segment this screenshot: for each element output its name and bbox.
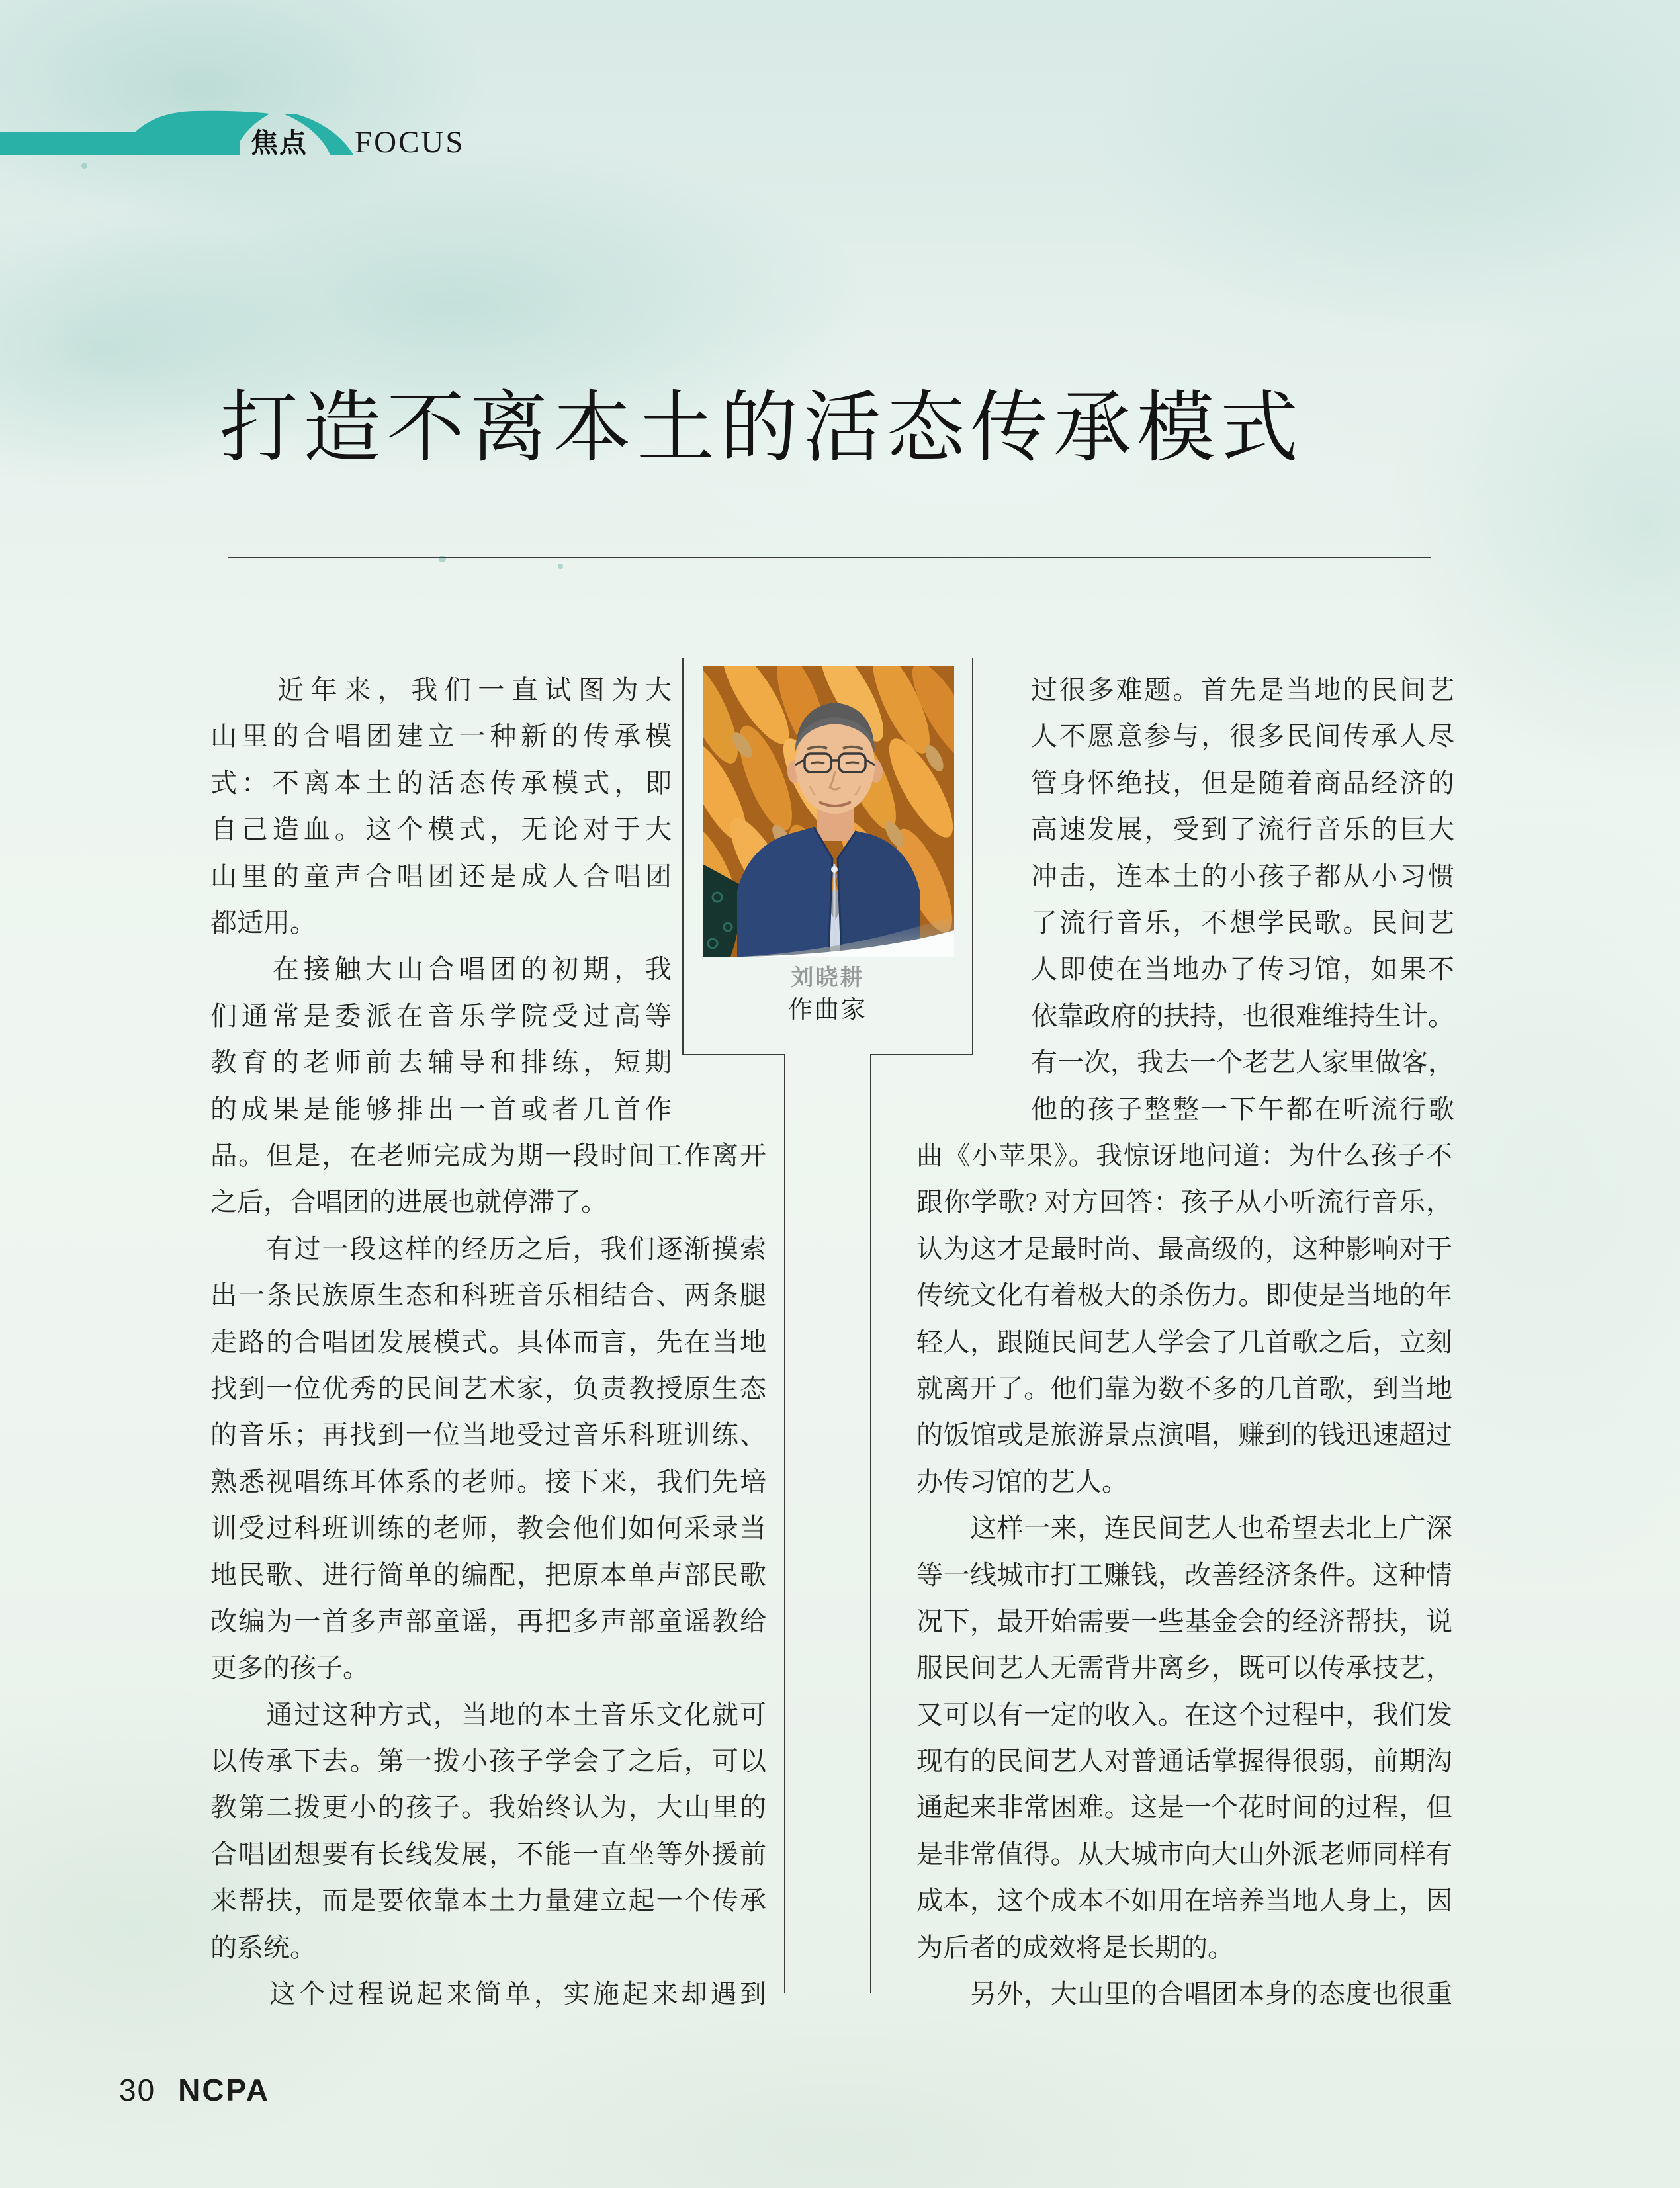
text-line: 都适用。 bbox=[210, 907, 316, 938]
text-line: 教第二拨更小的孩子。我始终认为，大山里的 bbox=[210, 1792, 766, 1823]
portrait-illustration bbox=[703, 666, 954, 957]
text-line: 合唱团想要有长线发展，不能一直坐等外援前 bbox=[210, 1839, 766, 1869]
photo-frame-line-bottom-left bbox=[682, 1054, 785, 1055]
section-label-en: FOCUS bbox=[355, 125, 465, 159]
text-line: 等一线城市打工赚钱，改善经济条件。这种情 bbox=[916, 1559, 1452, 1590]
section-label-cn: 焦点 bbox=[251, 128, 308, 158]
text-line: 服民间艺人无需背井离乡，既可以传承技艺， bbox=[916, 1653, 1452, 1683]
text-line: 认为这才是最时尚、最高级的，这种影响对于 bbox=[916, 1233, 1452, 1264]
text-line: 的成果是能够排出一首或者几首作 bbox=[210, 1094, 672, 1124]
text-line: 训受过科班训练的老师，教会他们如何采录当 bbox=[210, 1513, 766, 1544]
article-column-left-top bbox=[210, 667, 672, 1133]
text-line: 以传承下去。第一拨小孩子学会了之后，可以 bbox=[210, 1746, 766, 1776]
text-line: 办传习馆的艺人。 bbox=[916, 1466, 1128, 1497]
text-line: 就离开了。他们靠为数不多的几首歌，到当地 bbox=[916, 1373, 1452, 1403]
text-line: 他的孩子整整一下午都在听流行歌 bbox=[1031, 1094, 1454, 1124]
text-line: 了流行音乐，不想学民歌。民间艺 bbox=[1031, 907, 1454, 938]
text-line: 这个过程说起来简单，实施起来却遇到 bbox=[210, 1979, 766, 2009]
text-line: 跟你学歌? 对方回答：孩子从小听流行音乐， bbox=[916, 1187, 1452, 1217]
text-line: 这样一来，连民间艺人也希望去北上广深 bbox=[916, 1513, 1452, 1544]
text-line: 轻人，跟随民间艺人学会了几首歌之后，立刻 bbox=[916, 1327, 1452, 1357]
text-line: 人即使在当地办了传习馆，如果不 bbox=[1031, 954, 1454, 985]
column-divider-left bbox=[784, 1054, 785, 1993]
text-line: 熟悉视唱练耳体系的老师。接下来，我们先培 bbox=[210, 1466, 766, 1497]
text-line: 的饭馆或是旅游景点演唱，赚到的钱迅速超过 bbox=[916, 1420, 1452, 1450]
text-line: 走路的合唱团发展模式。具体而言，先在当地 bbox=[210, 1327, 766, 1357]
text-line: 的音乐；再找到一位当地受过音乐科班训练、 bbox=[210, 1420, 766, 1450]
text-line: 式：不离本土的活态传承模式，即 bbox=[210, 767, 672, 798]
photo-caption-name: 刘晓耕 bbox=[791, 965, 865, 990]
text-line: 出一条民族原生态和科班音乐相结合、两条腿 bbox=[210, 1280, 766, 1311]
photo-frame-line-bottom-right bbox=[870, 1054, 973, 1055]
watercolor-speck bbox=[558, 564, 563, 569]
text-line: 是非常值得。从大城市向大山外派老师同样有 bbox=[916, 1839, 1452, 1869]
text-line: 有过一段这样的经历之后，我们逐渐摸索 bbox=[210, 1233, 766, 1264]
text-line: 又可以有一定的收入。在这个过程中，我们发 bbox=[916, 1699, 1452, 1729]
article-title: 打造不离本土的活态传承模式 bbox=[220, 385, 1304, 472]
text-line: 传统文化有着极大的杀伤力。即使是当地的年 bbox=[916, 1280, 1452, 1311]
text-line: 冲击，连本土的小孩子都从小习惯 bbox=[1031, 861, 1454, 891]
text-line: 管身怀绝技，但是随着商品经济的 bbox=[1031, 767, 1454, 798]
text-line: 高速发展，受到了流行音乐的巨大 bbox=[1031, 814, 1454, 845]
text-line: 通过这种方式，当地的本土音乐文化就可 bbox=[210, 1699, 766, 1729]
article-column-right-bottom bbox=[916, 1133, 1452, 2017]
text-line: 依靠政府的扶持，也很难维持生计。 bbox=[1031, 1000, 1454, 1031]
text-line: 近年来，我们一直试图为大 bbox=[210, 675, 672, 705]
portrait-photo bbox=[703, 666, 954, 957]
text-line: 成本，这个成本不如用在培养当地人身上，因 bbox=[916, 1886, 1452, 1916]
column-divider-right bbox=[870, 1054, 871, 1993]
text-line: 山里的童声合唱团还是成人合唱团 bbox=[210, 861, 672, 891]
header-arch-shape bbox=[118, 111, 270, 155]
footer-journal: NCPA bbox=[178, 2073, 271, 2107]
text-line: 况下，最开始需要一些基金会的经济帮扶，说 bbox=[916, 1606, 1452, 1636]
text-line: 曲《小苹果》。我惊讶地问道：为什么孩子不 bbox=[916, 1141, 1452, 1170]
text-line: 人不愿意参与，很多民间传承人尽 bbox=[1031, 721, 1454, 752]
text-line: 为后者的成效将是长期的。 bbox=[916, 1932, 1234, 1962]
article-column-left-bottom bbox=[210, 1133, 766, 2017]
text-line: 找到一位优秀的民间艺术家，负责教授原生态 bbox=[210, 1373, 766, 1403]
article-column-right-top bbox=[1031, 667, 1454, 1133]
text-line: 教育的老师前去辅导和排练，短期 bbox=[210, 1047, 672, 1078]
text-line: 有一次，我去一个老艺人家里做客， bbox=[1031, 1047, 1454, 1078]
photo-caption-role: 作曲家 bbox=[788, 996, 867, 1023]
text-line: 品。但是，在老师完成为期一段时间工作离开 bbox=[210, 1141, 766, 1170]
page-footer bbox=[119, 2072, 270, 2107]
text-line: 来帮扶，而是要依靠本土力量建立起一个传承 bbox=[210, 1886, 766, 1916]
title-divider bbox=[228, 557, 1431, 558]
text-line: 山里的合唱团建立一种新的传承模 bbox=[210, 721, 672, 752]
text-line: 们通常是委派在音乐学院受过高等 bbox=[210, 1000, 672, 1031]
text-line: 改编为一首多声部童谣，再把多声部童谣教给 bbox=[210, 1606, 766, 1636]
text-line: 现有的民间艺人对普通话掌握得很弱，前期沟 bbox=[916, 1746, 1452, 1776]
text-line: 另外，大山里的合唱团本身的态度也很重 bbox=[916, 1979, 1452, 2009]
text-line: 之后，合唱团的进展也就停滞了。 bbox=[210, 1187, 607, 1217]
text-line: 的系统。 bbox=[210, 1932, 316, 1962]
text-line: 在接触大山合唱团的初期，我 bbox=[210, 954, 672, 985]
text-line: 地民歌、进行简单的编配，把原本单声部民歌 bbox=[210, 1559, 766, 1590]
text-line: 过很多难题。首先是当地的民间艺 bbox=[1031, 675, 1454, 705]
footer-page-number: 30 bbox=[119, 2073, 156, 2107]
text-line: 自己造血。这个模式，无论对于大 bbox=[210, 814, 672, 845]
text-line: 更多的孩子。 bbox=[210, 1653, 369, 1683]
text-line: 通起来非常困难。这是一个花时间的过程，但 bbox=[916, 1792, 1452, 1823]
